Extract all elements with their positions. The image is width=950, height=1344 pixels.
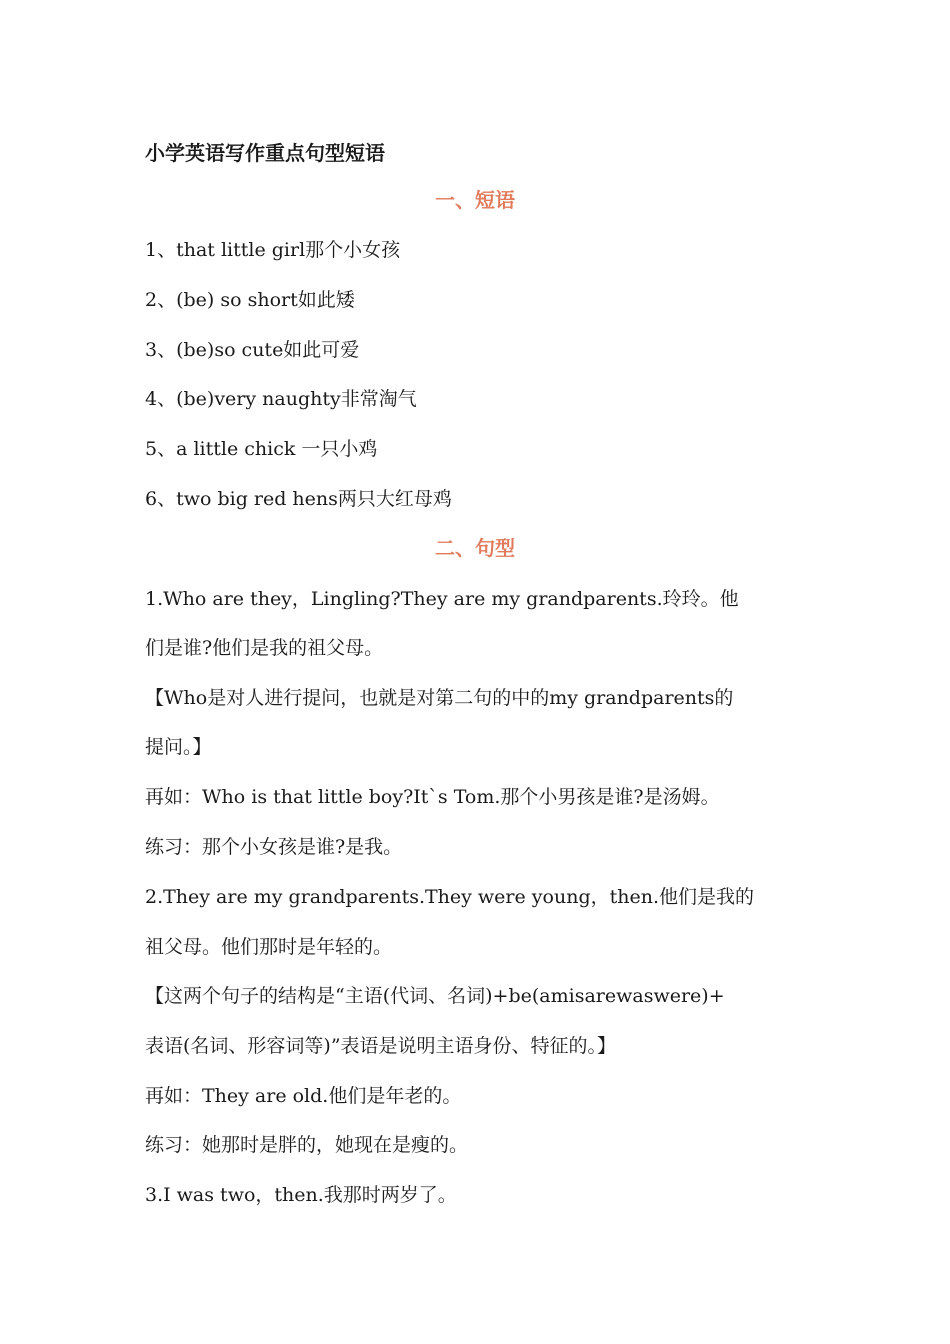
exercise-line: 练习：那个小女孩是谁?是我。 xyxy=(145,836,403,858)
phrase-line: 3、(be)so cute如此可爱 xyxy=(145,339,360,361)
sentence-line: 3.I was two，then.我那时两岁了。 xyxy=(145,1184,457,1206)
note-line: 【Who是对人进行提问，也就是对第二句的中的my grandparents的 xyxy=(145,687,734,709)
note-line: 提问。】 xyxy=(145,736,212,758)
example-line: 再如：Who is that little boy?It`s Tom.那个小男孩是谁?是汤姆。 xyxy=(145,786,720,808)
sentence-line: 祖父母。他们那时是年轻的。 xyxy=(145,936,393,958)
phrase-line: 5、a little chick 一只小鸡 xyxy=(145,438,378,460)
document-title: 小学英语写作重点句型短语 xyxy=(145,141,385,165)
sentence-line: 们是谁?他们是我的祖父母。 xyxy=(145,637,384,659)
section-heading-sentences: 二、句型 xyxy=(435,536,515,560)
note-line: 表语(名词、形容词等)”表语是说明主语身份、特征的。】 xyxy=(145,1035,617,1057)
sentence-line: 2.They are my grandparents.They were young，then.他们是我的 xyxy=(145,886,754,908)
phrase-line: 2、(be) so short如此矮 xyxy=(145,289,355,311)
note-line: 【这两个句子的结构是“主语(代词、名词)+be(amisarewaswere)+ xyxy=(145,985,725,1007)
phrase-line: 4、(be)very naughty非常淘气 xyxy=(145,388,417,410)
example-line: 再如：They are old.他们是年老的。 xyxy=(145,1085,462,1107)
sentence-line: 1.Who are they，Lingling?They are my grandparents.玲玲。他 xyxy=(145,588,739,610)
phrase-line: 1、that little girl那个小女孩 xyxy=(145,239,401,261)
exercise-line: 练习：她那时是胖的，她现在是瘦的。 xyxy=(145,1134,469,1156)
section-heading-phrases: 一、短语 xyxy=(435,188,515,212)
phrase-line: 6、two big red hens两只大红母鸡 xyxy=(145,488,452,510)
